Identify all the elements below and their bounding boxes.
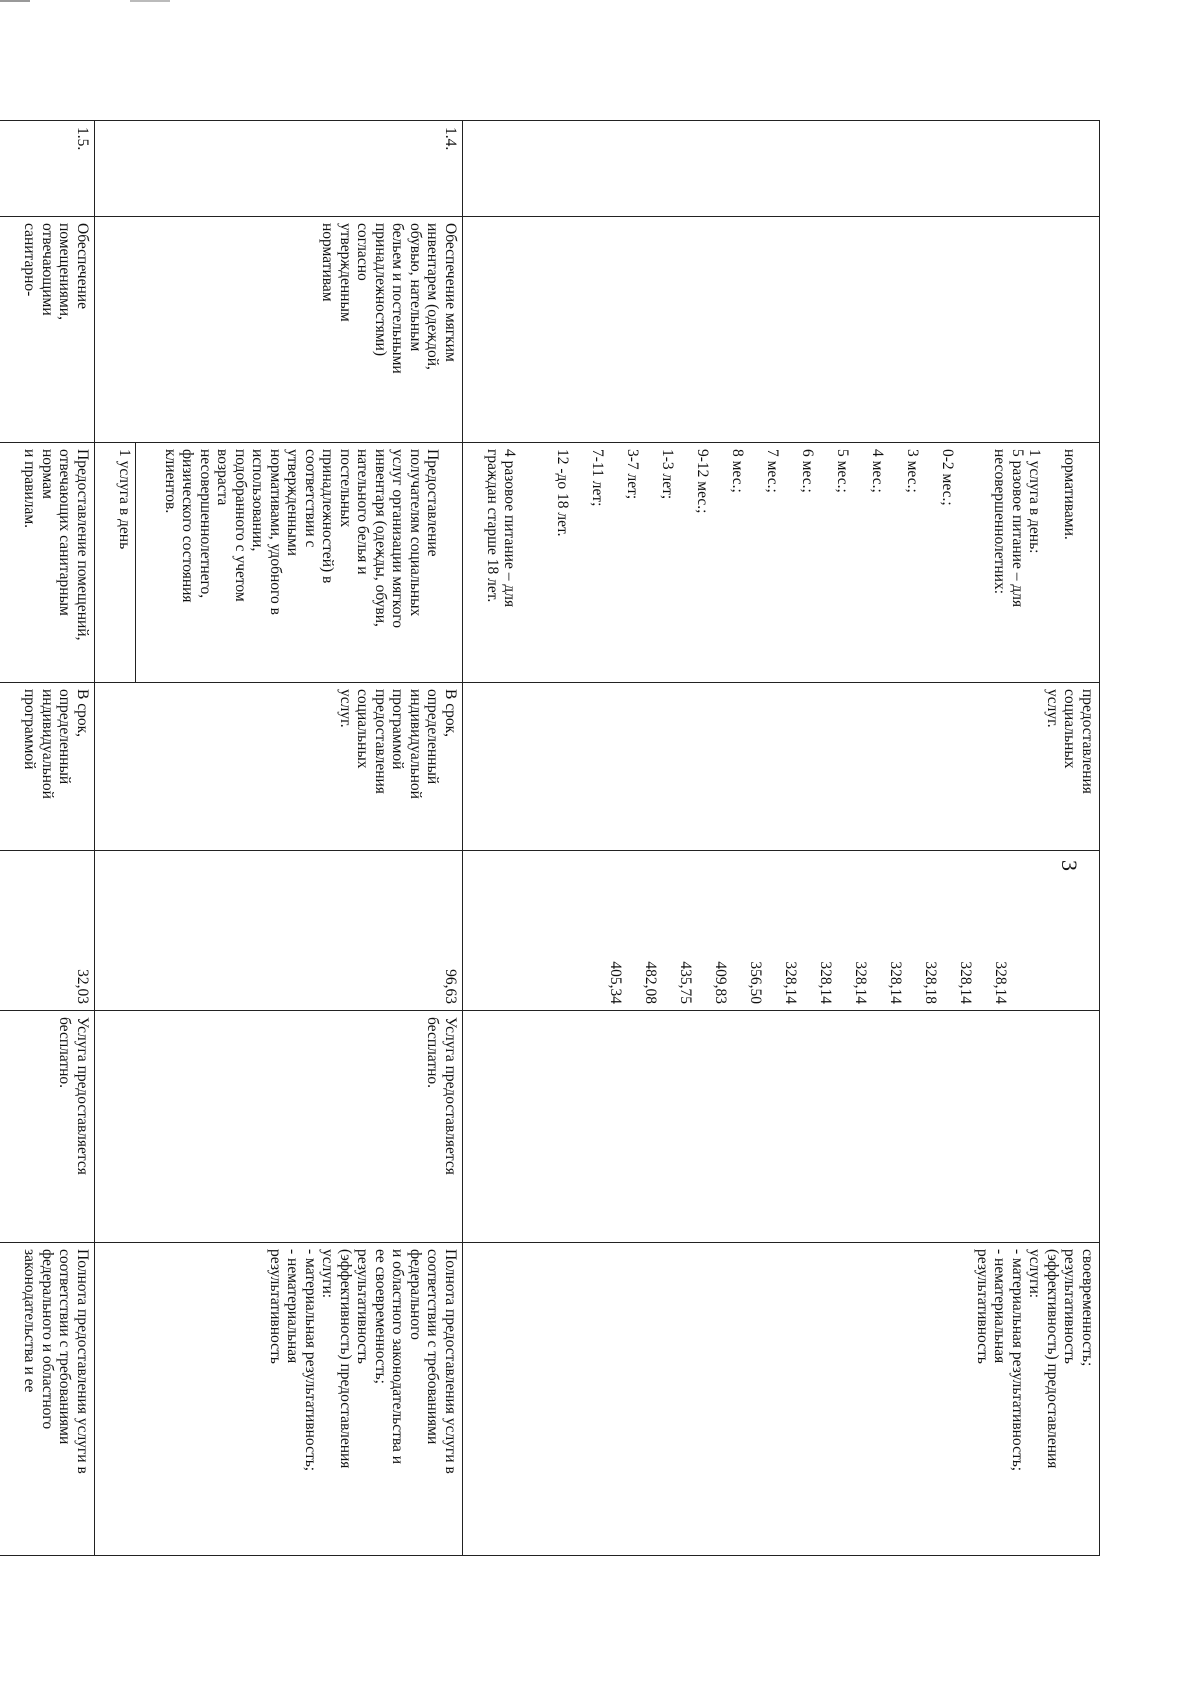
service-description: Предоставление помещений, отвечающих санитарным нормам и правилам.	[0, 443, 95, 683]
price-value: 328,14	[817, 961, 834, 1004]
row-number	[463, 121, 1100, 217]
price-value: 328,14	[782, 961, 799, 1004]
price-value: 328,14	[992, 961, 1009, 1004]
scan-artifact	[130, 0, 170, 2]
scan-artifact	[0, 0, 30, 2]
price-value: 328,14	[957, 961, 974, 1004]
service-price: 96,63	[95, 851, 463, 1011]
service-conditions: Услуга предоставляется бесплатно.	[0, 1011, 95, 1243]
age-group: 3-7 лет;	[624, 449, 641, 500]
service-price: 32,03	[0, 851, 95, 1011]
service-conditions: Услуга предоставляется бесплатно.	[95, 1011, 463, 1243]
service-quality: своевременность; результативность (эффективность) предоставления услуги: - материальная результативность; - нематериальная результативность	[463, 1243, 1100, 1556]
service-name	[463, 217, 1100, 443]
age-group: 6 мес.;	[799, 449, 816, 493]
service-term: В срок, определенный индивидуальной программой	[0, 683, 95, 851]
service-name: Обеспечение помещениями, отвечающими санитарно-	[0, 217, 95, 443]
age-group: 12 -до 18 лет.	[554, 449, 571, 537]
price-value: 405,34	[607, 961, 624, 1004]
price-value: 409,83	[712, 961, 729, 1004]
page-number: 3	[1057, 860, 1082, 871]
price-list	[589, 857, 1027, 1004]
unit-text: 1 услуга в день	[116, 443, 137, 682]
table-row	[95, 121, 463, 1556]
table-row	[0, 121, 95, 1556]
age-group: 7 мес.;	[764, 449, 781, 493]
service-description	[463, 443, 1100, 683]
service-quality: Полнота предоставления услуги в соответствии с требованиями федерального и областного законодательства и ее	[0, 1243, 95, 1556]
description-text: нормативами. 1 услуга в день: 5 разовое питание – для несовершеннолетних:	[991, 449, 1079, 608]
age-group: 3 мес.;	[904, 449, 921, 493]
table-row	[463, 121, 1100, 1556]
row-number: 1.5.	[0, 121, 95, 217]
price-value: 328,14	[852, 961, 869, 1004]
service-term: предоставления социальных услуг.	[463, 683, 1100, 851]
service-description	[95, 443, 463, 683]
age-group: 0-2 мес.;	[939, 449, 956, 506]
description-text: Предоставление получателям социальных услуг организации мягкого инвентаря (одежды, обуви, нательного белья и постельных принадлежностей) в соответствии с утвержденными нормативами, удобного в использовании, подобранного с учетом возраста несовершеннолетнего, физического состояния клиентов.	[162, 449, 442, 628]
age-group: 9-12 мес.;	[694, 449, 711, 514]
row-number: 1.4.	[95, 121, 463, 217]
price-value: 328,14	[887, 961, 904, 1004]
price-value: 435,75	[677, 961, 694, 1004]
age-group: 7-11 лет;	[589, 449, 606, 507]
service-quality: Полнота предоставления услуги в соответствии с требованиями федерального и областного законодательства и ее своевременность; результативность (эффективность) предоставления услуги: - материальная результативность; - нематериальная результативность	[95, 1243, 463, 1556]
age-group: 8 мес.;	[729, 449, 746, 493]
service-name: Обеспечение мягким инвентарем (одеждой, обувью, нательным бельем и постельными принадлежностями) согласно утвержденным нормативам	[95, 217, 463, 443]
age-group: 1-3 лет;	[659, 449, 676, 500]
adult-line: 4 разовое питание – для граждан старше 18 лет.	[484, 449, 519, 608]
price-value: 356,50	[747, 961, 764, 1004]
age-group: 4 мес.;	[869, 449, 886, 493]
services-table	[0, 120, 1100, 1556]
age-groups-list	[536, 449, 974, 676]
service-term: В срок, определенный индивидуальной программой предоставления социальных услуг.	[95, 683, 463, 851]
price-value: 328,18	[922, 961, 939, 1004]
service-conditions	[463, 1011, 1100, 1243]
age-group: 5 мес.;	[834, 449, 851, 493]
service-price	[463, 851, 1100, 1011]
price-value: 482,08	[642, 961, 659, 1004]
